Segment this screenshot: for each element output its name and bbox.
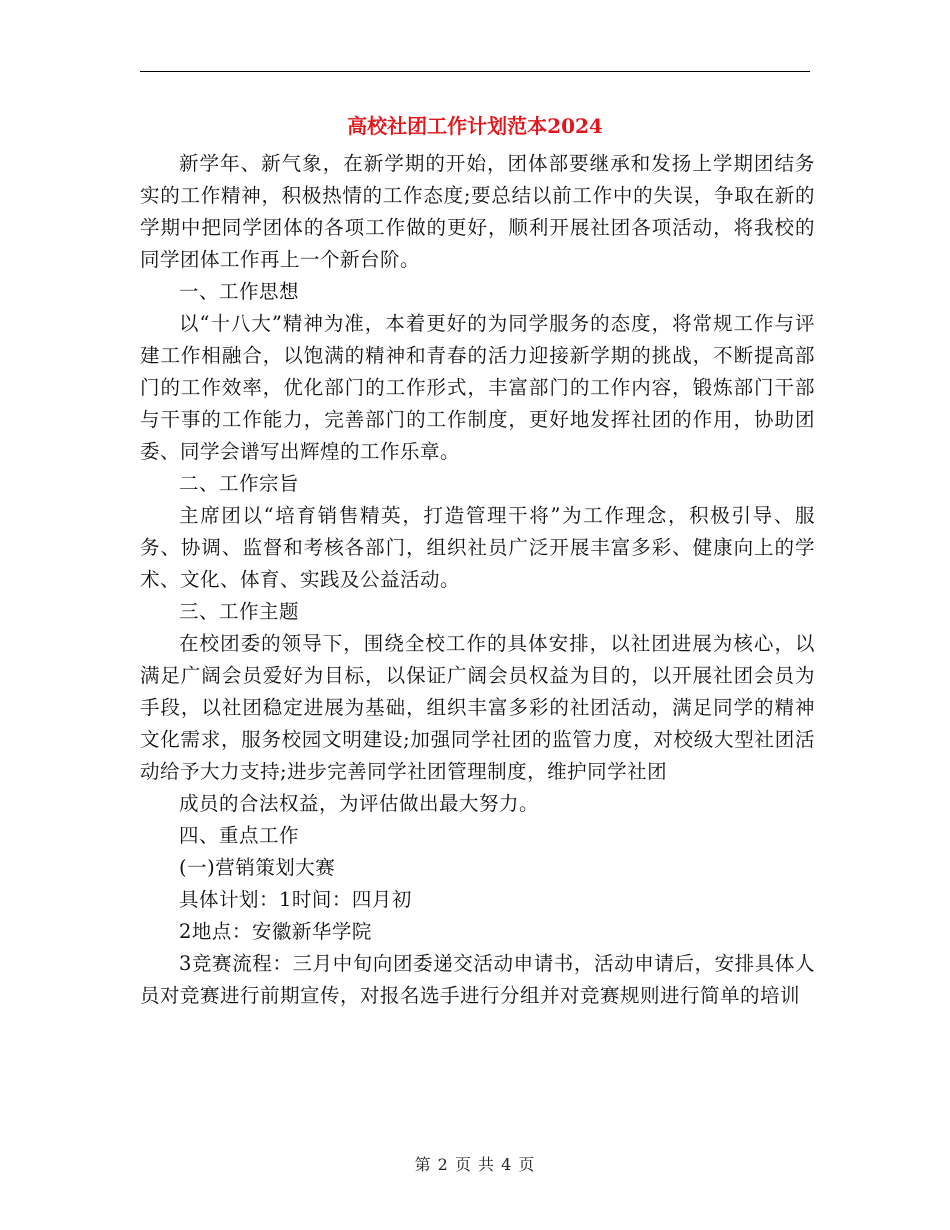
paragraph-section-2: 主席团以“培育销售精英，打造管理干将”为工作理念，积极引导、服务、协调、监督和考核各部门，组织社员广泛开展丰富多彩、健康向上的学术、文化、体育、实践及公益活动。 bbox=[140, 504, 815, 591]
paragraph-intro: 新学年、新气象，在新学期的开始，团体部要继承和发扬上学期团结务实的工作精神，积极热情的工作态度;要总结以前工作中的失误，争取在新的学期中把同学团体的各项工作做的更好，顺利开展社团各项活动，将我校的同学团体工作再上一个新台阶。 bbox=[140, 152, 815, 271]
document-body bbox=[140, 148, 815, 1012]
plan-line-location: 2地点：安徽新华学院 bbox=[179, 920, 372, 943]
section-heading-4: 四、重点工作 bbox=[179, 824, 300, 847]
page-number: 第 2 页 共 4 页 bbox=[414, 1155, 536, 1174]
subsection-heading-1: (一)营销策划大赛 bbox=[179, 856, 336, 879]
section-heading-2: 二、工作宗旨 bbox=[179, 472, 300, 495]
header-rule bbox=[140, 71, 810, 72]
paragraph-section-3-cont: 成员的合法权益，为评估做出最大努力。 bbox=[179, 792, 540, 815]
section-heading-1: 一、工作思想 bbox=[179, 280, 300, 303]
document-title: 高校社团工作计划范本2024 bbox=[347, 114, 603, 138]
plan-line-process: 3竞赛流程：三月中旬向团委递交活动申请书，活动申请后，安排具体人员对竞赛进行前期宣传，对报名选手进行分组并对竞赛规则进行简单的培训 bbox=[140, 952, 815, 1007]
paragraph-section-3: 在校团委的领导下，围绕全校工作的具体安排，以社团进展为核心，以满足广阔会员爱好为目标，以保证广阔会员权益为目的，以开展社团会员为手段，以社团稳定进展为基础，组织丰富多彩的社团活动，满足同学的精神文化需求，服务校园文明建设;加强同学社团的监管力度，对校级大型社团活动给予大力支持;进步完善同学社团管理制度，维护同学社团 bbox=[140, 632, 815, 783]
plan-line-time: 具体计划：1时间：四月初 bbox=[179, 888, 412, 911]
paragraph-section-1: 以“十八大”精神为准，本着更好的为同学服务的态度，将常规工作与评建工作相融合，以饱满的精神和青春的活力迎接新学期的挑战，不断提高部门的工作效率，优化部门的工作形式，丰富部门的工作内容，锻炼部门干部与干事的工作能力，完善部门的工作制度，更好地发挥社团的作用，协助团委、同学会谱写出辉煌的工作乐章。 bbox=[140, 312, 815, 463]
section-heading-3: 三、工作主题 bbox=[179, 600, 300, 623]
